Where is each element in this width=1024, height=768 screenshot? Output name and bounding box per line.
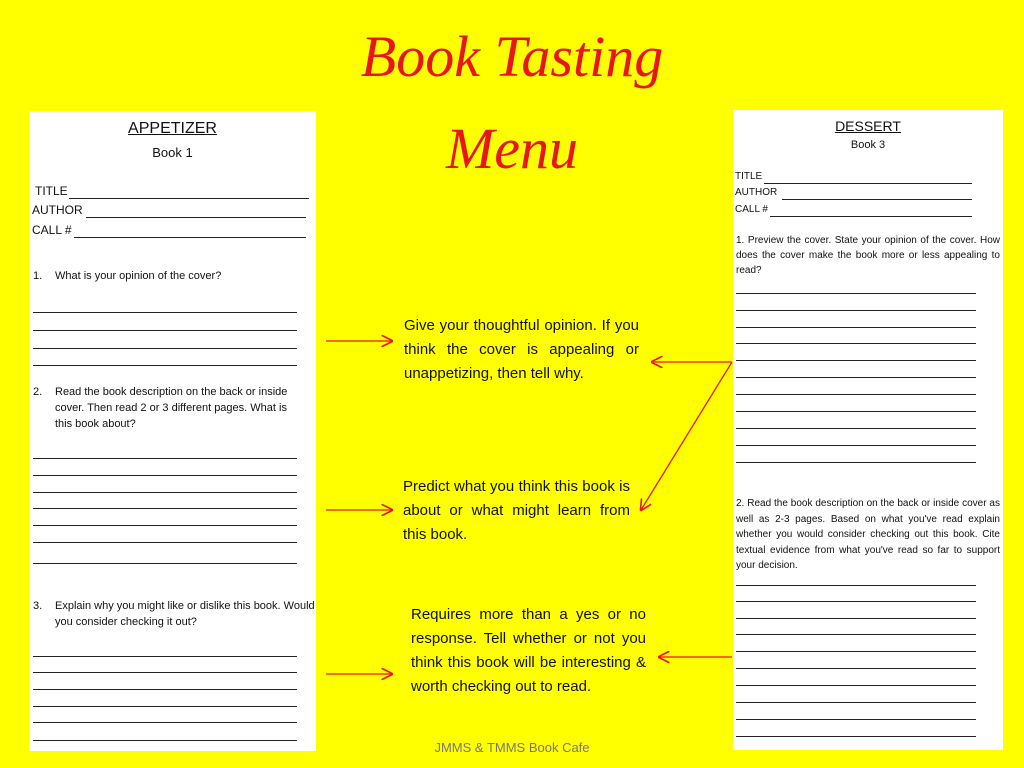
author-field-label: AUTHOR: [32, 203, 83, 217]
title-field-label: TITLE: [735, 171, 763, 182]
question-number: 3.: [33, 600, 43, 612]
dessert-book-number: Book 3: [850, 139, 886, 151]
question-text: Preview the cover. State your opinion of the cover. How does the cover make the book more or less appealing to read?: [736, 235, 1000, 276]
question-number: 2.: [33, 386, 43, 398]
question-text: What is your opinion of the cover?: [55, 270, 222, 282]
question-number: 1.: [33, 270, 43, 282]
question-text: Explain why you might like or dislike this book. Would you consider checking it out?: [55, 600, 315, 628]
question-text: Read the book description on the back or inside cover. Then read 2 or 3 different pages. What is this book about?: [55, 386, 288, 430]
question-number: 1.: [736, 235, 745, 246]
author-field-label: AUTHOR: [735, 187, 778, 198]
question-number: 2.: [736, 498, 745, 509]
title-field-label: TITLE: [35, 184, 68, 198]
slide-footer: JMMS & TMMS Book Cafe: [434, 740, 590, 755]
arrow-right-2: [641, 362, 732, 510]
question-text: Read the book description on the back or inside cover as well as 2-3 pages. Based on what you've read explain whether you would consider checking out this book. Cite textual evidence from what you've read so far to support your decision.: [736, 498, 1000, 571]
slide-title-line2: Menu: [445, 116, 579, 181]
dessert-heading: DESSERT: [835, 118, 901, 134]
appetizer-heading: APPETIZER: [128, 120, 217, 137]
appetizer-book-number: Book 1: [152, 145, 193, 160]
response-note: Requires more than a yes or no response. Tell whether or not you think this book will be interesting & worth checking out to read.: [411, 606, 646, 695]
call-field-label: CALL #: [32, 223, 72, 237]
slide-title-line1: Book Tasting: [360, 24, 664, 89]
call-field-label: CALL #: [735, 204, 768, 215]
cover-opinion-note: Give your thoughtful opinion. If you think the cover is appealing or unappetizing, then tell why.: [404, 317, 639, 382]
predict-note: Predict what you think this book is about or what might learn from this book.: [403, 478, 630, 543]
